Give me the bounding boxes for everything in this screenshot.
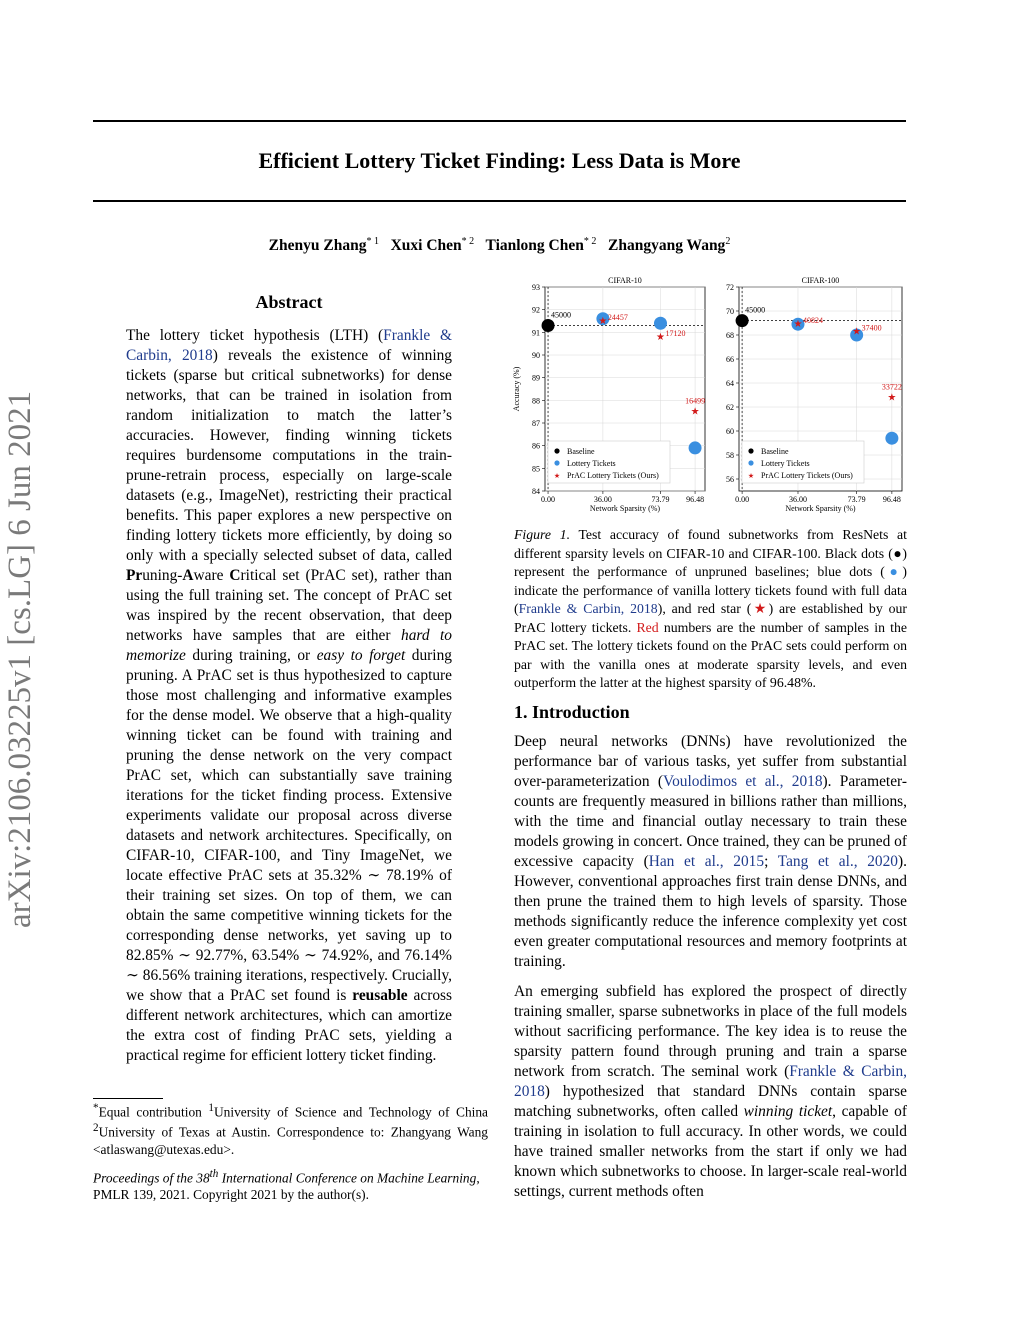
- prac-star-point: ★: [852, 326, 862, 338]
- legend-entry: Baseline: [761, 447, 789, 456]
- lottery-point: [654, 317, 667, 330]
- citation-link[interactable]: Voulodimos et al., 2018: [662, 773, 823, 790]
- emph: easy to forget: [316, 647, 406, 664]
- author-affil: * 1: [366, 236, 379, 247]
- emph: C: [229, 567, 241, 584]
- text: Proceedings of the: [93, 1170, 197, 1186]
- figure-1: [505, 272, 905, 517]
- text: ) hypothesized that standard DNNs contain sparse matching subnetworks, often called: [514, 1083, 907, 1120]
- y-axis-label: Accuracy (%): [512, 366, 521, 412]
- x-axis-label: Network Sparsity (%): [589, 504, 661, 513]
- text: uning-: [142, 567, 183, 584]
- emph: reusable: [352, 987, 408, 1004]
- y-tick-label: 87: [532, 419, 540, 428]
- y-tick-label: 56: [726, 475, 734, 484]
- prac-sample-count: 17120: [665, 328, 686, 338]
- legend-marker: [748, 448, 753, 453]
- legend-marker: ★: [553, 472, 561, 480]
- legend-marker: ★: [747, 472, 755, 480]
- blue-dot-icon: ●: [884, 564, 903, 579]
- text: Deep neural networks (DNNs) have revolutionized the performance bar of various tasks, yet suffer from substantial over-parameterization (: [514, 733, 907, 790]
- emph: Pr: [126, 567, 143, 584]
- y-tick-label: 92: [532, 305, 540, 315]
- author-list: [93, 236, 906, 255]
- red-star-icon: ★: [751, 601, 769, 616]
- sup: 2: [93, 1122, 99, 1135]
- introduction-body: [514, 732, 907, 1212]
- y-tick-label: 85: [532, 464, 540, 474]
- baseline-point: [542, 319, 555, 332]
- black-dot-icon: ●: [892, 545, 903, 561]
- prac-star-point: ★: [598, 316, 608, 327]
- author-name: Zhangyang Wang: [608, 237, 726, 255]
- red-word: Red: [636, 619, 659, 635]
- sup: 1: [208, 1102, 214, 1114]
- prac-star-point: ★: [690, 406, 700, 418]
- chart-title: CIFAR-100: [801, 276, 840, 285]
- text: ritical set (PrAC set), rather than using the full training set. The concept of PrAC set was inspired by the recent observation, that deep networks have samples that are either: [126, 567, 453, 644]
- emph: winning ticket: [743, 1103, 833, 1120]
- text: ware: [193, 567, 230, 584]
- y-tick-label: 89: [532, 373, 540, 383]
- text: ;: [764, 853, 778, 870]
- text: ). Parameter-counts are frequently measured in billions rather than millions, with the time and financial outlay necessary to train these models growing in concert. Once trained, they can be pruned of excessive capacity (: [514, 773, 907, 870]
- citation-link[interactable]: Tang et al., 2020: [777, 853, 899, 870]
- prac-sample-count: 16499: [685, 396, 706, 406]
- emph: A: [182, 567, 194, 584]
- prac-star-point: ★: [656, 331, 665, 343]
- top-rule: [93, 120, 906, 122]
- baseline-label: 45000: [745, 305, 766, 315]
- legend-entry: PrAC Lottery Tickets (Ours): [567, 471, 659, 480]
- x-tick-label: 36.00: [788, 495, 807, 504]
- figure-caption: [514, 526, 907, 693]
- y-tick-label: 64: [726, 379, 734, 388]
- y-tick-label: 58: [726, 451, 734, 460]
- author-name: Tianlong Chen: [485, 237, 584, 255]
- title-rule: [93, 200, 906, 202]
- author-affil: * 2: [461, 236, 475, 247]
- prac-sample-count: 37400: [861, 323, 882, 333]
- emph: hard to memorize: [126, 627, 452, 664]
- text: during training, or: [185, 647, 317, 664]
- author-affil: * 2: [583, 236, 597, 247]
- x-tick-label: 96.48: [882, 495, 901, 504]
- prac-star-point: ★: [887, 392, 897, 404]
- prac-star-point: ★: [793, 319, 803, 331]
- figure-label: Figure 1.: [514, 527, 571, 542]
- text: Test accuracy of found subnetworks from ResNets at different sparsity levels on CIFAR-10 and CIFAR-100. Black dots (: [514, 527, 907, 561]
- text: numbers are the number of samples in the PrAC set. The lottery tickets found on the PrAC sets could perform on par with the vanilla ones at moderate sparsity levels, and even outperform the latter at the highest sparsity of 96.48%.: [514, 619, 907, 690]
- intro-paragraph: [514, 982, 907, 1202]
- y-tick-label: 72: [726, 283, 734, 292]
- y-tick-label: 70: [726, 307, 734, 316]
- text: , PMLR 139, 2021. Copyright 2021 by the author(s).: [93, 1170, 480, 1203]
- citation-link[interactable]: Frankle & Carbin, 2018: [514, 1063, 907, 1100]
- text: International Conference on Machine Learning: [218, 1170, 477, 1186]
- legend-entry: Lottery Tickets: [761, 459, 810, 468]
- citation-link[interactable]: Frankle & Carbin, 2018: [126, 327, 452, 364]
- x-tick-label: 73.79: [651, 495, 670, 504]
- footnote: [93, 1100, 488, 1158]
- abstract-heading: Abstract: [255, 292, 323, 312]
- text: 38: [196, 1170, 210, 1186]
- lottery-point: [885, 432, 898, 445]
- prac-sample-count: 40824: [802, 316, 823, 326]
- text: across different network architectures, which can amortize the extra cost of finding PrAC sets, yielding a practical regime for efficient lottery ticket finding.: [126, 987, 453, 1064]
- abstract-body: [126, 326, 452, 1066]
- x-tick-label: 36.00: [593, 495, 612, 504]
- y-tick-label: 88: [532, 396, 540, 406]
- legend-marker: [748, 460, 753, 465]
- text: ) reveals the existence of winning tickets (sparse but critical subnetworks) for dense networks, that can be trained in isolation from random initialization to match the latter’s accuracies. However, finding winning tickets requires burdensome computations in the train-prune-retrain process, especially on large-scale datasets (e.g., ImageNet), restricting their practical benefits. This paper explores a new perspective on finding lottery tickets more efficiently, by doing so only with a specially selected subset of data, called: [126, 347, 452, 564]
- section-heading: 1. Introduction: [514, 702, 630, 722]
- citation-link[interactable]: Frankle & Carbin, 2018: [518, 601, 658, 616]
- legend-entry: Baseline: [567, 447, 595, 456]
- y-tick-label: 68: [726, 331, 734, 340]
- y-tick-label: 93: [532, 283, 540, 292]
- y-tick-label: 86: [532, 441, 540, 451]
- x-tick-label: 73.79: [847, 495, 866, 504]
- abstract-paragraph: [126, 326, 452, 1066]
- prac-sample-count: 24457: [607, 313, 628, 322]
- text: ) represent the performance of unpruned baselines; blue dots (: [514, 545, 907, 579]
- author-name: Xuxi Chen: [390, 237, 462, 255]
- citation-link[interactable]: Han et al., 2015: [648, 853, 765, 870]
- legend-entry: Lottery Tickets: [567, 459, 616, 468]
- y-tick-label: 91: [532, 328, 540, 338]
- chart-title: CIFAR-10: [608, 276, 642, 285]
- text: , capable of training in isolation to full accuracy. In other words, we could have trained smaller networks from the start if only we had known which subnetworks to choose. In larger-scale real-world settings, current methods often: [514, 1103, 907, 1200]
- proceedings-note: [93, 1166, 488, 1203]
- author-affil: 2: [725, 236, 731, 247]
- sup: th: [209, 1168, 219, 1180]
- y-tick-label: 60: [726, 427, 734, 436]
- legend-entry: PrAC Lottery Tickets (Ours): [761, 471, 853, 480]
- author-name: Zhenyu Zhang: [268, 237, 367, 255]
- text: Equal contribution: [98, 1104, 209, 1120]
- sup: *: [93, 1102, 99, 1114]
- text: ) are established by our PrAC lottery tickets.: [514, 601, 907, 635]
- text: ) indicate the performance of vanilla lottery tickets found with full data (: [514, 564, 907, 616]
- text: The lottery ticket hypothesis (LTH) (: [126, 327, 384, 344]
- text: during pruning. A PrAC set is thus hypothesized to capture those most challenging and informative examples for the dense model. We observe that a high-quality winning ticket can be found with training and pruning the dense network on the very compact PrAC set, which can substantially save training iterations for the ticket finding process. Extensive experiments validate our proposal across diverse datasets and network architectures. Specifically, on CIFAR-10, CIFAR-100, and Tiny ImageNet, we locate effective PrAC sets at 35.32% ∼ 78.19% of their training set sizes. On top of them, we can obtain the same competitive winning tickets for the corresponding dense networks, yet saving up to 82.85% ∼ 92.77%, 63.54% ∼ 74.92%, and 76.14% ∼ 86.56% training iterations, respectively. Crucially, we show that a PrAC set found is: [126, 647, 452, 1004]
- x-tick-label: 0.00: [735, 495, 750, 504]
- arxiv-side-stamp: arXiv:2106.03225v1 [cs.LG] 6 Jun 2021: [2, 390, 38, 928]
- y-tick-label: 66: [726, 355, 734, 364]
- legend-marker: [554, 460, 559, 465]
- intro-paragraph: [514, 732, 907, 972]
- text: University of Science and Technology of China: [214, 1104, 488, 1120]
- text: University of Texas at Austin. Correspondence to: Zhangyang Wang <atlaswang@utexas.edu>.: [93, 1124, 488, 1157]
- paper-title: Efficient Lottery Ticket Finding: Less Data is More: [258, 148, 741, 173]
- text: An emerging subfield has explored the prospect of directly training smaller, sparse subnetworks in place of the full models without sacrificing performance. The key idea is to reuse the sparsity pattern found through pruning and train a sparse network from scratch. The seminal work (: [514, 983, 907, 1080]
- y-tick-label: 62: [726, 403, 734, 412]
- lottery-point: [689, 441, 702, 454]
- text: ). However, conventional approaches first train dense DNNs, and then prune the trained them to high levels of sparsity. Those methods significantly reduce the inference complexity yet cost even greater computational resources and memory footprints at training.: [514, 853, 907, 970]
- x-tick-label: 96.48: [686, 495, 705, 504]
- footnote-rule: [93, 1098, 163, 1099]
- y-tick-label: 90: [532, 351, 540, 360]
- prac-sample-count: 33722: [881, 382, 902, 392]
- x-tick-label: 0.00: [541, 495, 556, 504]
- x-axis-label: Network Sparsity (%): [785, 504, 856, 513]
- baseline-label: 45000: [551, 310, 572, 320]
- legend-marker: [554, 448, 559, 453]
- baseline-point: [736, 314, 749, 327]
- y-tick-label: 84: [532, 487, 540, 496]
- text: ), and red star (: [657, 601, 752, 616]
